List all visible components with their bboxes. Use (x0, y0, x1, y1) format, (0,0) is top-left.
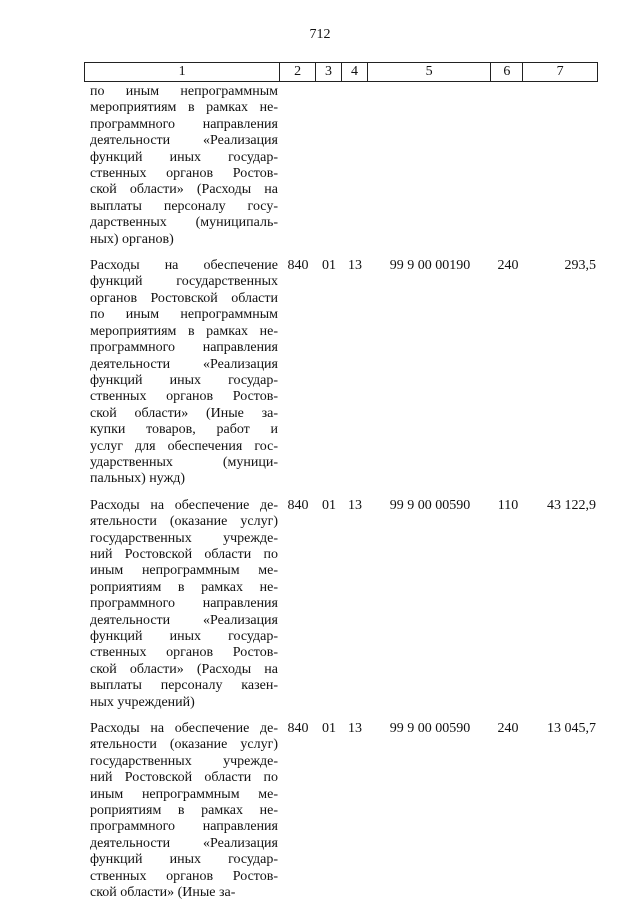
column-header-1: 1 (85, 63, 280, 81)
cell-col-2: 840 (287, 497, 309, 513)
description-line: ятельности (оказание услуг) (90, 737, 278, 753)
cell-col-5: 99 9 00 00590 (389, 721, 471, 737)
row-description (84, 498, 280, 711)
table-row (84, 498, 598, 711)
cell-col-6: 110 (497, 497, 519, 513)
description-line: функций иных государ- (90, 629, 278, 644)
cell-col-3: 01 (322, 258, 336, 274)
cell-col-4: 13 (348, 721, 362, 737)
description-line: выплаты персоналу казен- (90, 678, 278, 694)
cell-col-6: 240 (497, 721, 519, 737)
cell-col-3 (316, 84, 342, 248)
cell-col-3: 01 (322, 497, 336, 513)
description-line: дарственных (муниципаль- (90, 215, 278, 231)
description-line: ных учреждений) (90, 694, 195, 710)
table-row (84, 721, 598, 901)
column-header-4: 4 (342, 63, 368, 81)
description-line: органов Ростовской области (90, 290, 278, 306)
description-line: ний Ростовской области по (90, 770, 278, 786)
description-line: выплаты персоналу госу- (90, 198, 278, 214)
description-line: Расходы на обеспечение де- (90, 497, 278, 513)
description-line: иным непрограммным ме- (90, 563, 278, 579)
description-line: мероприятиям в рамках не- (90, 323, 278, 339)
description-line: деятельности «Реализация (90, 612, 278, 628)
description-line: ственных органов Ростов- (90, 868, 278, 884)
description-line: функций иных государ- (90, 372, 278, 388)
description-line: программного направления (90, 340, 278, 356)
description-line: ственных органов Ростов- (90, 645, 278, 661)
cell-col-3: 01 (322, 721, 336, 737)
cell-col-7: 13 045,7 (547, 721, 596, 737)
description-line: ской области» (Расходы на (90, 182, 278, 198)
description-line: ской области» (Иные за- (90, 885, 236, 901)
description-line: функций иных государ- (90, 852, 278, 868)
row-description (84, 258, 280, 488)
description-line: программного направления (90, 819, 278, 835)
row-description (84, 84, 280, 248)
description-line: ятельности (оказание услуг) (90, 514, 278, 530)
description-line: деятельности «Реализация (90, 835, 278, 851)
column-header-3: 3 (316, 63, 342, 81)
table-row (84, 84, 598, 248)
description-line: функций государственных (90, 274, 278, 290)
cell-col-7: 43 122,9 (547, 497, 596, 513)
description-line: деятельности «Реализация (90, 356, 278, 372)
cell-col-7 (524, 84, 598, 248)
description-line: государственных учрежде- (90, 753, 278, 769)
column-header-5: 5 (368, 63, 492, 81)
cell-col-7: 293,5 (564, 258, 596, 274)
column-header-6: 6 (491, 63, 523, 81)
cell-col-5: 99 9 00 00590 (389, 497, 471, 513)
description-line: ской области» (Иные за- (90, 405, 278, 421)
table-row (84, 258, 598, 488)
description-line: ственных органов Ростов- (90, 166, 278, 182)
cell-col-4 (342, 84, 368, 248)
cell-col-5 (368, 84, 492, 248)
description-line: ственных органов Ростов- (90, 389, 278, 405)
column-header-2: 2 (280, 63, 316, 81)
description-line: ударственных (муници- (90, 454, 278, 470)
table-body (84, 84, 598, 902)
cell-col-6: 240 (497, 258, 519, 274)
description-line: деятельности «Реализация (90, 133, 278, 149)
description-line: программного направления (90, 596, 278, 612)
description-line: государственных учрежде- (90, 530, 278, 546)
description-line: Расходы на обеспечение (90, 258, 278, 274)
row-description (84, 721, 280, 901)
description-line: роприятиям в рамках не- (90, 803, 278, 819)
description-line: пальных) нужд) (90, 471, 186, 487)
description-line: функций иных государ- (90, 149, 278, 165)
description-line: купки товаров, работ и (90, 422, 278, 438)
description-line: Расходы на обеспечение де- (90, 721, 278, 737)
description-line: по иным непрограммным (90, 307, 278, 323)
page-number: 712 (309, 27, 331, 42)
description-line: ных) органов) (90, 231, 174, 247)
description-line: услуг для обеспечения гос- (90, 438, 278, 454)
description-line: иным непрограммным ме- (90, 786, 278, 802)
cell-col-2 (280, 84, 316, 248)
description-line: роприятиям в рамках не- (90, 579, 278, 595)
cell-col-4: 13 (348, 497, 362, 513)
description-line: программного направления (90, 116, 278, 132)
table-header (84, 62, 598, 82)
column-header-7: 7 (556, 64, 564, 79)
description-line: мероприятиям в рамках не- (90, 100, 278, 116)
cell-col-6 (492, 84, 524, 248)
cell-col-4: 13 (348, 258, 362, 274)
cell-col-2: 840 (287, 721, 309, 737)
cell-col-5: 99 9 00 00190 (389, 258, 471, 274)
description-line: ний Ростовской области по (90, 546, 278, 562)
cell-col-2: 840 (287, 258, 309, 274)
description-line: по иным непрограммным (90, 84, 278, 99)
description-line: ской области» (Расходы на (90, 661, 278, 677)
